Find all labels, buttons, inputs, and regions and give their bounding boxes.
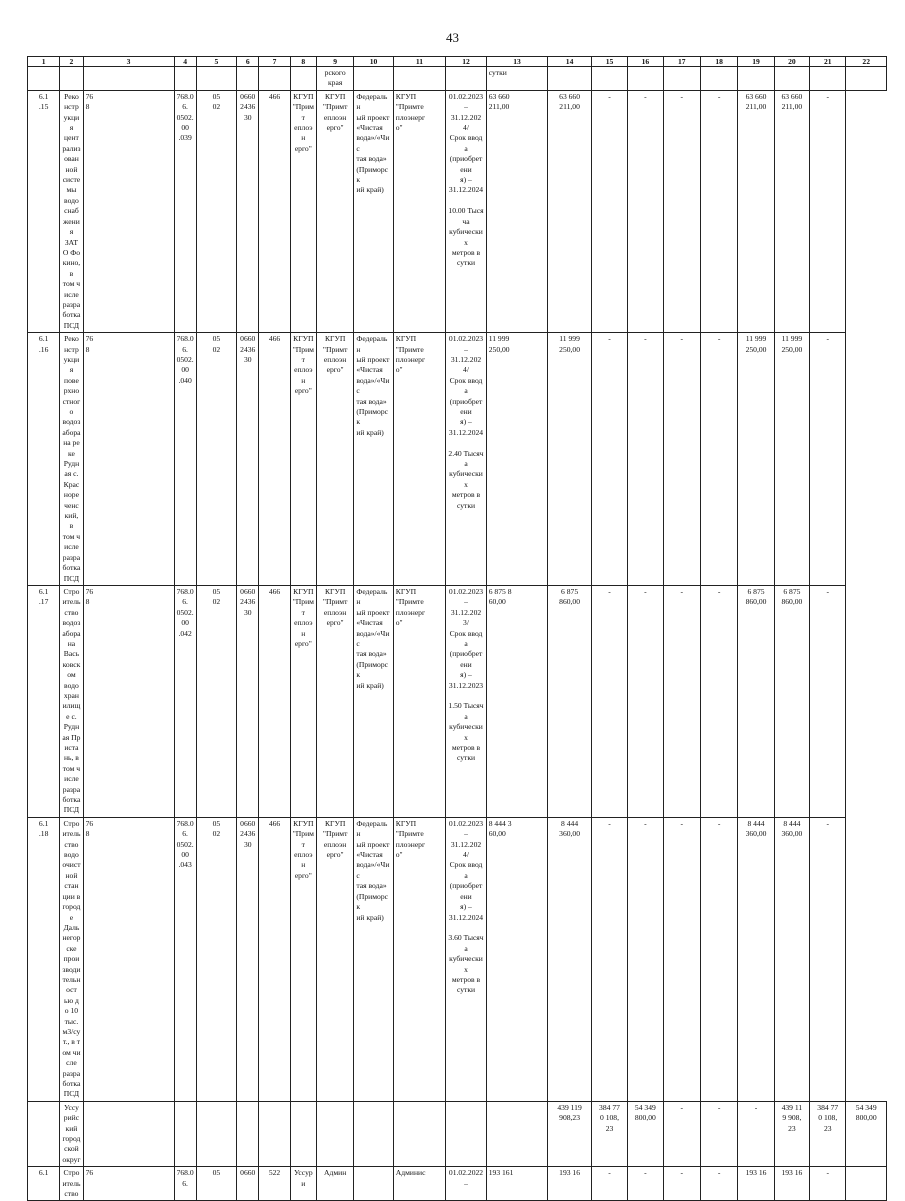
- table-cell-col-4: [174, 67, 196, 91]
- table-cell-col-20: 193 16: [774, 1167, 809, 1201]
- table-cell-col-13: 13: [486, 57, 548, 67]
- table-cell-col-3: [83, 1101, 174, 1166]
- table-cell-col-11: КГУП "Примте плоэнерг о": [393, 817, 446, 1101]
- table-cell-col-1: 6.1: [28, 1167, 60, 1201]
- table-cell-col-5: 5: [196, 57, 236, 67]
- table-cell-col-18: -: [700, 90, 737, 332]
- table-cell-col-2: Реконструкция поверхностного водозабора на реке Рудная с. Краснореченский, в том числе разработка ПСД: [60, 333, 83, 586]
- table-cell-col-22: 22: [846, 57, 887, 67]
- table-cell-col-15: -: [591, 1167, 627, 1201]
- table-cell-col-3: 76 8: [83, 817, 174, 1101]
- table-cell-col-16: [628, 67, 663, 91]
- table-cell-col-19: 63 660 211,00: [738, 90, 774, 332]
- table-cell-col-16: -: [628, 1167, 663, 1201]
- table-cell-col-13: 6 875 8 60,00: [486, 585, 548, 817]
- header-row: [28, 57, 887, 67]
- table-cell-col-18: 18: [700, 57, 737, 67]
- table-cell-col-20: 20: [774, 57, 809, 67]
- table-cell-col-5: 05 02: [196, 333, 236, 586]
- table-cell-col-7: 466: [259, 817, 290, 1101]
- table-cell-col-13: 63 660 211,00: [486, 90, 548, 332]
- table-cell-col-17: -: [663, 333, 700, 586]
- table-cell-col-13: 11 999 250,00: [486, 333, 548, 586]
- table-cell-col-3: 76 8: [83, 585, 174, 817]
- table-cell-col-21: -: [810, 585, 846, 817]
- table-cell-col-19: -: [738, 1101, 774, 1166]
- table-cell-col-2: Строительство водозабора на Васьковском водохранилище с. Рудная Пристань, в том числе разработка ПСД: [60, 585, 83, 817]
- table-cell-col-19: 11 999 250,00: [738, 333, 774, 586]
- table-cell-col-6: [237, 1101, 259, 1166]
- table-cell-col-11: КГУП "Примте плоэнерг о": [393, 585, 446, 817]
- table-cell-col-8: КГУП "Примт еплоэн ерго": [290, 817, 316, 1101]
- table-cell-col-16: -: [628, 90, 663, 332]
- table-cell-col-1: 6.1 .17: [28, 585, 60, 817]
- table-cell-col-7: 466: [259, 90, 290, 332]
- table-cell-col-4: 4: [174, 57, 196, 67]
- table-cell-col-8: КГУП "Примт еплоэн ерго": [290, 585, 316, 817]
- table-cell-col-10: [354, 1101, 393, 1166]
- table-cell-col-10: 10: [354, 57, 393, 67]
- table-cell-col-12: 01.02.2023– 31.12.2024/ Срок ввода (приобретени я) – 31.12.2024 2.40 Тысяча кубических метров в сутки: [446, 333, 486, 586]
- table-cell-col-2: Строительство: [60, 1167, 83, 1201]
- table-cell-col-3: 76: [83, 1167, 174, 1201]
- table-cell-col-21: -: [810, 90, 846, 332]
- table-cell-col-12: 01.02.2023– 31.12.2024/ Срок ввода (приобретени я) – 31.12.2024 10.00 Тысяча кубических метров в сутки: [446, 90, 486, 332]
- table-cell-col-2: Реконструкция централизованной системы водоснабжения ЗАТО Фокино, в том числе разработка ПСД: [60, 90, 83, 332]
- table-cell-col-15: -: [591, 333, 627, 586]
- table-cell-col-2: Уссурийский городской округ: [60, 1101, 83, 1166]
- table-cell-col-5: [196, 67, 236, 91]
- table-cell-col-9: КГУП "Примт еплоэн ерго": [316, 585, 353, 817]
- table-cell-col-8: [290, 1101, 316, 1166]
- table-cell-col-11: 11: [393, 57, 446, 67]
- table-cell-col-6: [237, 67, 259, 91]
- table-cell-col-1: [28, 67, 60, 91]
- table-cell-col-1: 6.1 .15: [28, 90, 60, 332]
- table-cell-col-20: 63 660 211,00: [774, 90, 809, 332]
- table-cell-col-13: [486, 1101, 548, 1166]
- table-cell-col-21: 384 77 0 108, 23: [810, 1101, 846, 1166]
- table-cell-col-18: -: [700, 333, 737, 586]
- table-cell-col-6: 0660 2436 30: [237, 90, 259, 332]
- table-cell-col-9: КГУП "Примт еплоэн ерго": [316, 333, 353, 586]
- table-cell-col-15: -: [591, 90, 627, 332]
- table-cell-col-20: [774, 67, 809, 91]
- table-cell-col-18: -: [700, 1167, 737, 1201]
- table-cell-col-4: 768.06. 0502.00 .042: [174, 585, 196, 817]
- table-cell-col-7: 7: [259, 57, 290, 67]
- table-cell-col-14: [548, 67, 591, 91]
- table-cell-col-16: -: [628, 585, 663, 817]
- table-cell-col-19: [738, 67, 774, 91]
- table-cell-col-22: [846, 1167, 887, 1201]
- table-cell-col-11: [393, 67, 446, 91]
- subtotal-row: [28, 1101, 887, 1166]
- table-cell-col-10: Федеральн ый проект «Чистая вода»/«Чис тая вода» (Приморск ий край): [354, 585, 393, 817]
- table-cell-col-7: 522: [259, 1167, 290, 1201]
- table-cell-col-20: 11 999 250,00: [774, 333, 809, 586]
- table-cell-col-15: [591, 67, 627, 91]
- table-cell-col-5: 05: [196, 1167, 236, 1201]
- table-cell-col-19: 193 16: [738, 1167, 774, 1201]
- table-cell-col-15: -: [591, 817, 627, 1101]
- table-cell-col-1: 1: [28, 57, 60, 67]
- table-cell-col-14: 14: [548, 57, 591, 67]
- table-cell-col-4: 768.06.: [174, 1167, 196, 1201]
- table-cell-col-6: 6: [237, 57, 259, 67]
- table-cell-col-15: 15: [591, 57, 627, 67]
- table-cell-col-19: 8 444 360,00: [738, 817, 774, 1101]
- table-cell-col-15: 384 77 0 108, 23: [591, 1101, 627, 1166]
- table-cell-col-17: -: [663, 585, 700, 817]
- table-cell-col-14: 6 875 860,00: [548, 585, 591, 817]
- table-cell-col-11: КГУП "Примте плоэнерг о": [393, 333, 446, 586]
- table-cell-col-5: 05 02: [196, 585, 236, 817]
- table-cell-col-4: 768.06. 0502.00 .039: [174, 90, 196, 332]
- table-cell-col-6: 0660: [237, 1167, 259, 1201]
- table-cell-col-18: [700, 67, 737, 91]
- table-cell-col-11: КГУП "Примте плоэнерг о": [393, 90, 446, 332]
- table-cell-col-6: 0660 2436 30: [237, 333, 259, 586]
- table-cell-col-17: -: [663, 817, 700, 1101]
- table-row: [28, 817, 887, 1101]
- table-cell-col-14: 8 444 360,00: [548, 817, 591, 1101]
- table-cell-col-7: 466: [259, 333, 290, 586]
- table-cell-col-8: КГУП "Примт еплоэн ерго": [290, 90, 316, 332]
- table-cell-col-14: 63 660 211,00: [548, 90, 591, 332]
- table-cell-col-8: Уссури: [290, 1167, 316, 1201]
- table-cell-col-3: 76 8: [83, 333, 174, 586]
- table-cell-col-11: Админис: [393, 1167, 446, 1201]
- table-cell-col-20: 8 444 360,00: [774, 817, 809, 1101]
- table-cell-col-21: -: [810, 817, 846, 1101]
- table-cell-col-13: 8 444 3 60,00: [486, 817, 548, 1101]
- table-cell-col-4: 768.06. 0502.00 .043: [174, 817, 196, 1101]
- table-cell-col-22: [846, 67, 887, 91]
- table-cell-col-14: 439 119 908,23: [548, 1101, 591, 1166]
- table-cell-col-18: -: [700, 817, 737, 1101]
- last-row: [28, 1167, 887, 1201]
- table-cell-col-10: [354, 1167, 393, 1201]
- table-cell-col-21: -: [810, 333, 846, 586]
- table-cell-col-17: -: [663, 1101, 700, 1166]
- table-cell-col-20: 439 11 9 908, 23: [774, 1101, 809, 1166]
- table-cell-col-9: рского края: [316, 67, 353, 91]
- program-table: [27, 56, 887, 1201]
- table-cell-col-7: [259, 67, 290, 91]
- table-row: [28, 90, 887, 332]
- table-cell-col-6: 0660 2436 30: [237, 585, 259, 817]
- table-row: [28, 333, 887, 586]
- continuation-row: [28, 67, 887, 91]
- table-cell-col-16: 16: [628, 57, 663, 67]
- table-cell-col-2: 2: [60, 57, 83, 67]
- table-cell-col-9: КГУП "Примт еплоэн ерго": [316, 90, 353, 332]
- table-cell-col-17: 17: [663, 57, 700, 67]
- table-cell-col-8: КГУП "Примт еплоэн ерго": [290, 333, 316, 586]
- table-cell-col-18: -: [700, 1101, 737, 1166]
- table-cell-col-3: [83, 67, 174, 91]
- table-cell-col-3: 3: [83, 57, 174, 67]
- table-cell-col-10: Федеральн ый проект «Чистая вода»/«Чис тая вода» (Приморск ий край): [354, 817, 393, 1101]
- table-cell-col-13: сутки: [486, 67, 548, 91]
- table-cell-col-9: [316, 1101, 353, 1166]
- table-cell-col-1: 6.1 .18: [28, 817, 60, 1101]
- table-cell-col-7: 466: [259, 585, 290, 817]
- table-cell-col-8: 8: [290, 57, 316, 67]
- table-cell-col-11: [393, 1101, 446, 1166]
- table-cell-col-1: 6.1 .16: [28, 333, 60, 586]
- table-cell-col-10: [354, 67, 393, 91]
- table-cell-col-2: [60, 67, 83, 91]
- table-cell-col-10: Федеральн ый проект «Чистая вода»/«Чис тая вода» (Приморск ий край): [354, 90, 393, 332]
- table-cell-col-5: [196, 1101, 236, 1166]
- table-cell-col-13: 193 161: [486, 1167, 548, 1201]
- table-row: [28, 585, 887, 817]
- table-cell-col-8: [290, 67, 316, 91]
- table-cell-col-17: -: [663, 1167, 700, 1201]
- table-cell-col-5: 05 02: [196, 90, 236, 332]
- table-cell-col-16: -: [628, 817, 663, 1101]
- table-cell-col-16: -: [628, 333, 663, 586]
- table-cell-col-5: 05 02: [196, 817, 236, 1101]
- table-cell-col-9: КГУП "Примт еплоэн ерго": [316, 817, 353, 1101]
- table-cell-col-21: 21: [810, 57, 846, 67]
- table-cell-col-20: 6 875 860,00: [774, 585, 809, 817]
- table-cell-col-17: [663, 67, 700, 91]
- table-cell-col-17: -: [663, 90, 700, 332]
- table-cell-col-9: 9: [316, 57, 353, 67]
- table-cell-col-15: -: [591, 585, 627, 817]
- table-cell-col-7: [259, 1101, 290, 1166]
- table-cell-col-4: 768.06. 0502.00 .040: [174, 333, 196, 586]
- table-cell-col-4: [174, 1101, 196, 1166]
- table-cell-col-14: 193 16: [548, 1167, 591, 1201]
- table-cell-col-22: 54 349 800,00: [846, 1101, 887, 1166]
- table-cell-col-19: 19: [738, 57, 774, 67]
- table-cell-col-18: -: [700, 585, 737, 817]
- table-cell-col-14: 11 999 250,00: [548, 333, 591, 586]
- table-cell-col-12: [446, 1101, 486, 1166]
- table-cell-col-1: [28, 1101, 60, 1166]
- table-cell-col-12: 01.02.2023– 31.12.2024/ Срок ввода (приобретени я) – 31.12.2024 3.60 Тысяча кубических метров в сутки: [446, 817, 486, 1101]
- table-cell-col-12: [446, 67, 486, 91]
- table-cell-col-12: 01.02.2022–: [446, 1167, 486, 1201]
- table-cell-col-16: 54 349 800,00: [628, 1101, 663, 1166]
- table-cell-col-21: [810, 67, 846, 91]
- table-cell-col-12: 12: [446, 57, 486, 67]
- table-cell-col-21: -: [810, 1167, 846, 1201]
- table-cell-col-9: Админ: [316, 1167, 353, 1201]
- page-number: 43: [446, 30, 459, 45]
- table-cell-col-3: 76 8: [83, 90, 174, 332]
- table-cell-col-12: 01.02.2023– 31.12.2023/ Срок ввода (приобретени я) – 31.12.2023 1.50 Тысяча кубических метров в сутки: [446, 585, 486, 817]
- table-cell-col-10: Федеральн ый проект «Чистая вода»/«Чис тая вода» (Приморск ий край): [354, 333, 393, 586]
- table-cell-col-19: 6 875 860,00: [738, 585, 774, 817]
- table-cell-col-2: Строительство водоочистной станции в городе Дальнегорске производительност ью до 10 тыс. м3/сут., в том числе разработка ПСД: [60, 817, 83, 1101]
- table-cell-col-6: 0660 2436 30: [237, 817, 259, 1101]
